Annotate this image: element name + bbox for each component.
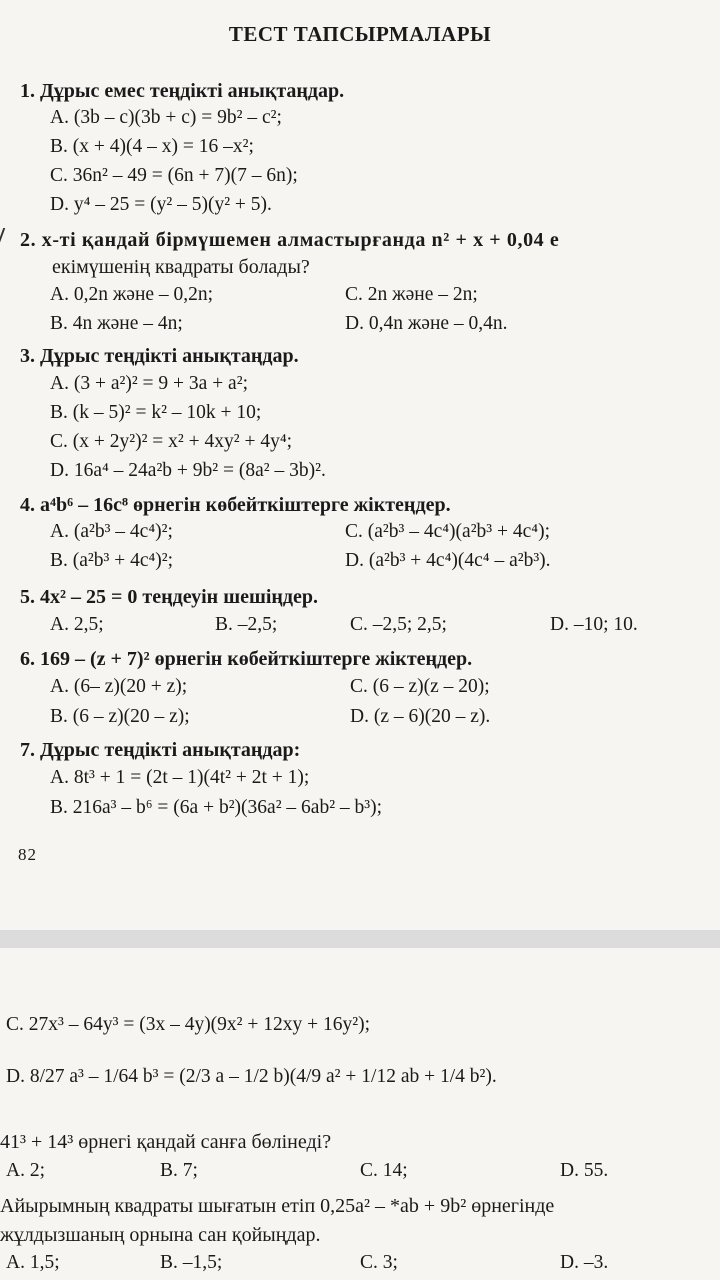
q6-option-b: B. (6 – z)(20 – z); (50, 706, 190, 727)
q7-option-d: D. 8/27 a³ – 1/64 b³ = (2/3 a – 1/2 b)(4/9 a² + 1/12 ab + 1/4 b²). (6, 1066, 497, 1087)
pencil-mark (0, 228, 12, 246)
q9-option-a: A. 1,5; (6, 1252, 60, 1273)
question-6: 6. 169 – (z + 7)² өрнегін көбейткіштерге жіктеңдер. (20, 648, 473, 670)
q5-option-c: C. –2,5; 2,5; (350, 614, 447, 635)
q1-option-c: C. 36n² – 49 = (6n + 7)(7 – 6n); (50, 165, 298, 186)
q4-option-b: B. (a²b³ + 4c⁴)²; (50, 550, 174, 571)
question-3: 3. Дұрыс теңдікті анықтаңдар. (20, 345, 299, 367)
q2-option-d: D. 0,4n және – 0,4n. (345, 313, 508, 334)
q9-option-d: D. –3. (560, 1252, 609, 1273)
page-number: 82 (18, 845, 37, 864)
q7-option-a: A. 8t³ + 1 = (2t – 1)(4t² + 2t + 1); (50, 767, 310, 788)
question-7: 7. Дұрыс теңдікті анықтаңдар: (20, 739, 301, 761)
q8-option-a: A. 2; (6, 1160, 45, 1181)
q9-option-b: B. –1,5; (160, 1252, 223, 1273)
q6-option-a: A. (6– z)(20 + z); (50, 676, 188, 697)
q2-option-a: A. 0,2n және – 0,2n; (50, 284, 214, 305)
textbook-page-83 (0, 948, 720, 1280)
q5-option-a: A. 2,5; (50, 614, 104, 635)
question-2-line-1: 2. x-ті қандай бірмүшемен алмастырғанда n² + x + 0,04 е (20, 229, 560, 251)
q1-option-d: D. y⁴ – 25 = (y² – 5)(y² + 5). (50, 194, 272, 215)
q3-option-c: C. (x + 2y²)² = x² + 4xy² + 4y⁴; (50, 431, 293, 452)
q1-option-a: A. (3b – c)(3b + c) = 9b² – c²; (50, 107, 282, 128)
q4-option-c: C. (a²b³ – 4c⁴)(a²b³ + 4c⁴); (345, 521, 550, 542)
q3-option-a: A. (3 + a²)² = 9 + 3a + a²; (50, 373, 248, 394)
q7-option-b: B. 216a³ – b⁶ = (6a + b²)(36a² – 6ab² – b³); (50, 797, 383, 818)
q8-option-d: D. 55. (560, 1160, 609, 1181)
page-title: ТЕСТ ТАПСЫРМАЛАРЫ (228, 22, 492, 46)
question-9-line-2: жұлдызшаның орнына сан қойыңдар. (0, 1224, 321, 1246)
q1-option-b: B. (x + 4)(4 – x) = 16 –x²; (50, 136, 254, 157)
q3-option-d: D. 16a⁴ – 24a²b + 9b² = (8a² – 3b)². (50, 460, 326, 481)
q4-option-d: D. (a²b³ + 4c⁴)(4c⁴ – a²b³). (345, 550, 551, 571)
q5-option-d: D. –10; 10. (550, 614, 638, 635)
q2-option-b: B. 4n және – 4n; (50, 313, 183, 334)
question-8: 41³ + 14³ өрнегі қандай санға бөлінеді? (0, 1131, 332, 1153)
question-1: 1. Дұрыс емес теңдікті анықтаңдар. (20, 80, 345, 102)
q7-option-c: C. 27x³ – 64y³ = (3x – 4y)(9x² + 12xy + 16y²); (6, 1014, 371, 1035)
question-4: 4. a⁴b⁶ – 16c⁸ өрнегін көбейткіштерге жіктеңдер. (20, 494, 451, 516)
question-5: 5. 4x² – 25 = 0 теңдеуін шешіңдер. (20, 586, 319, 608)
question-9-line-1: Айырымның квадраты шығатын етіп 0,25a² – *ab + 9b² өрнегінде (0, 1195, 555, 1217)
q8-option-b: B. 7; (160, 1160, 198, 1181)
q2-option-c: C. 2n және – 2n; (345, 284, 478, 305)
q5-option-b: B. –2,5; (215, 614, 278, 635)
q8-option-c: C. 14; (360, 1160, 408, 1181)
q6-option-c: C. (6 – z)(z – 20); (350, 676, 490, 697)
q6-option-d: D. (z – 6)(20 – z). (350, 706, 491, 727)
q3-option-b: B. (k – 5)² = k² – 10k + 10; (50, 402, 262, 423)
question-2-line-2: екімүшенің квадраты болады? (52, 256, 310, 278)
q9-option-c: C. 3; (360, 1252, 398, 1273)
q4-option-a: A. (a²b³ – 4c⁴)²; (50, 521, 173, 542)
